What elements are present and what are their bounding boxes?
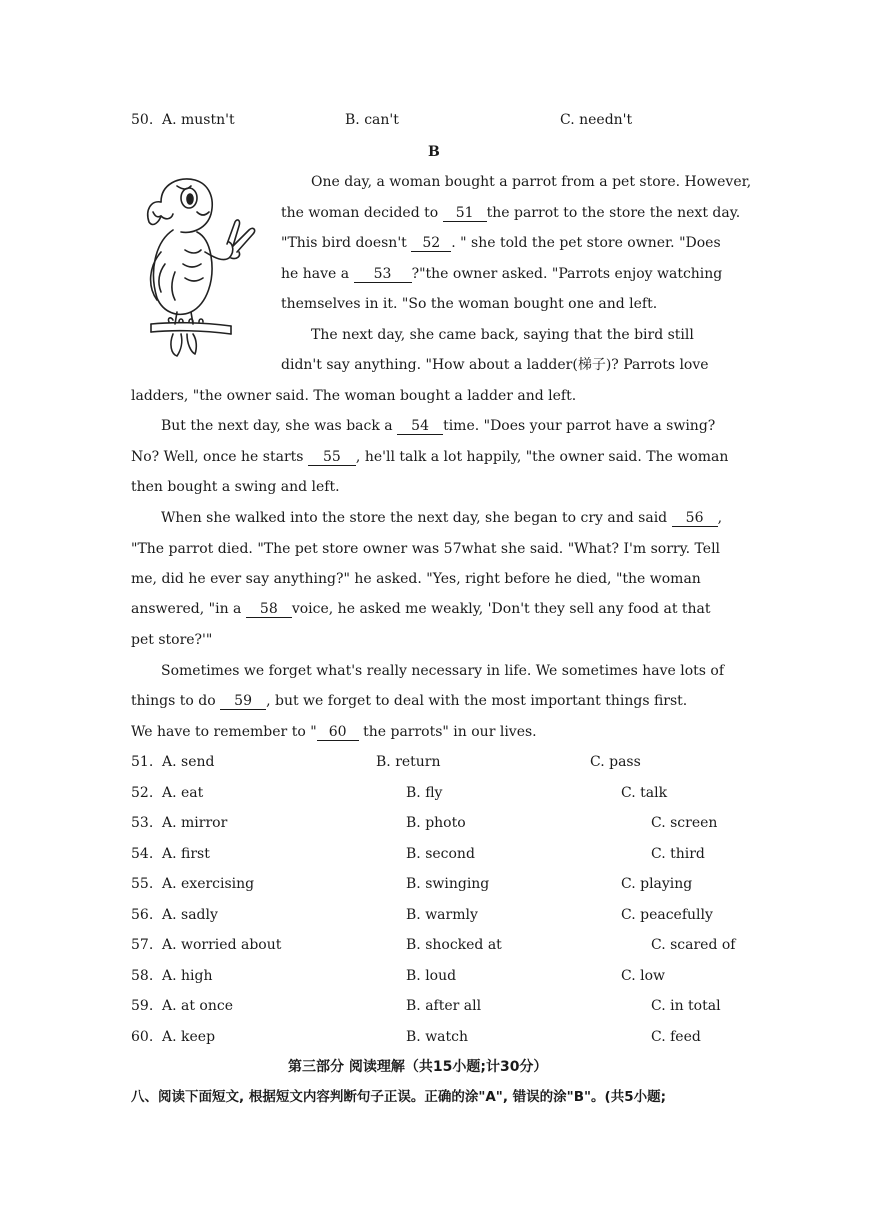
q56-option-a: A. sadly	[162, 907, 218, 923]
passage-line-13: "The parrot died. "The pet store owner was 57what she said. "What? I'm sorry. Tell	[131, 541, 721, 557]
q53-number: 53.	[131, 815, 154, 831]
blank-58: 58	[246, 601, 292, 618]
q60-number: 60.	[131, 1029, 154, 1045]
passage-line-17: Sometimes we forget what's really necessary in life. We sometimes have lots of	[161, 663, 725, 679]
q50-option-b: B. can't	[345, 112, 399, 128]
q59-number: 59.	[131, 998, 154, 1014]
q51-option-c: C. pass	[590, 754, 641, 770]
q53-option-a: A. mirror	[162, 815, 228, 831]
blank-51: 51	[443, 205, 487, 222]
passage-line-6: The next day, she came back, saying that the bird still	[311, 327, 694, 343]
passage-line-4: he have a 53 ?"the owner asked. "Parrots enjoy watching	[281, 266, 723, 282]
q55-option-b: B. swinging	[406, 876, 490, 892]
q53-option-b: B. photo	[406, 815, 466, 831]
blank-54: 54	[397, 418, 443, 435]
q50-option-a: A. mustn't	[162, 112, 235, 128]
part3-heading: 第三部分 阅读理解（共15小题;计30分）	[288, 1059, 548, 1075]
section8-instruction: 八、阅读下面短文, 根据短文内容判断句子正误。正确的涂"A", 错误的涂"B"。(共5小题;	[131, 1089, 666, 1105]
q58-option-a: A. high	[162, 968, 213, 984]
blank-52: 52	[411, 235, 451, 252]
blank-55: 55	[308, 449, 356, 466]
q56-number: 56.	[131, 907, 154, 923]
passage-line-1: One day, a woman bought a parrot from a pet store. However,	[311, 174, 752, 190]
q51-option-b: B. return	[376, 754, 441, 770]
q50-number: 50.	[131, 112, 154, 128]
q52-option-b: B. fly	[406, 785, 443, 801]
q54-number: 54.	[131, 846, 154, 862]
q55-option-c: C. playing	[621, 876, 693, 892]
passage-line-5: themselves in it. "So the woman bought one and left.	[281, 296, 658, 312]
q55-option-a: A. exercising	[162, 876, 255, 892]
q58-option-b: B. loud	[406, 968, 457, 984]
q52-option-c: C. talk	[621, 785, 668, 801]
q55-number: 55.	[131, 876, 154, 892]
q50-option-c: C. needn't	[560, 112, 633, 128]
parrot-illustration	[131, 172, 269, 357]
blank-60: 60	[317, 724, 359, 741]
q51-number: 51.	[131, 754, 154, 770]
section-b-heading: B	[428, 144, 440, 160]
q58-option-c: C. low	[621, 968, 666, 984]
q54-option-c: C. third	[651, 846, 705, 862]
q57-option-c: C. scared of	[651, 937, 736, 953]
passage-line-12: When she walked into the store the next day, she began to cry and said 56 ,	[161, 510, 723, 526]
passage-line-2: the woman decided to 51 the parrot to the store the next day.	[281, 205, 741, 221]
passage-line-11: then bought a swing and left.	[131, 479, 340, 495]
q59-option-b: B. after all	[406, 998, 482, 1014]
q60-option-b: B. watch	[406, 1029, 469, 1045]
q59-option-a: A. at once	[162, 998, 234, 1014]
blank-53: 53	[354, 266, 412, 283]
q54-option-a: A. first	[162, 846, 210, 862]
passage-line-14: me, did he ever say anything?" he asked. "Yes, right before he died, "the woman	[131, 571, 701, 587]
blank-56: 56	[672, 510, 718, 527]
passage-line-9: But the next day, she was back a 54 time. "Does your parrot have a swing?	[161, 418, 716, 434]
q57-option-a: A. worried about	[162, 937, 282, 953]
passage-line-19: We have to remember to " 60 the parrots" in our lives.	[131, 724, 537, 740]
passage-line-18: things to do 59 , but we forget to deal with the most important things first.	[131, 693, 688, 709]
q53-option-c: C. screen	[651, 815, 718, 831]
q51-option-a: A. send	[162, 754, 215, 770]
q57-number: 57.	[131, 937, 154, 953]
passage-line-7: didn't say anything. "How about a ladder(梯子)? Parrots love	[281, 357, 709, 373]
q54-option-b: B. second	[406, 846, 475, 862]
passage-line-3: "This bird doesn't 52 . " she told the pet store owner. "Does	[281, 235, 721, 251]
q57-option-b: B. shocked at	[406, 937, 502, 953]
q58-number: 58.	[131, 968, 154, 984]
q60-option-c: C. feed	[651, 1029, 701, 1045]
q56-option-b: B. warmly	[406, 907, 478, 923]
q56-option-c: C. peacefully	[621, 907, 713, 923]
blank-59: 59	[220, 693, 266, 710]
passage-line-15: answered, "in a 58 voice, he asked me weakly, 'Don't they sell any food at that	[131, 601, 711, 617]
passage-line-8: ladders, "the owner said. The woman bought a ladder and left.	[131, 388, 577, 404]
q52-option-a: A. eat	[162, 785, 204, 801]
passage-line-10: No? Well, once he starts 55 , he'll talk a lot happily, "the owner said. The woman	[131, 449, 729, 465]
passage-line-16: pet store?'"	[131, 632, 213, 648]
q52-number: 52.	[131, 785, 154, 801]
q59-option-c: C. in total	[651, 998, 721, 1014]
q60-option-a: A. keep	[162, 1029, 216, 1045]
